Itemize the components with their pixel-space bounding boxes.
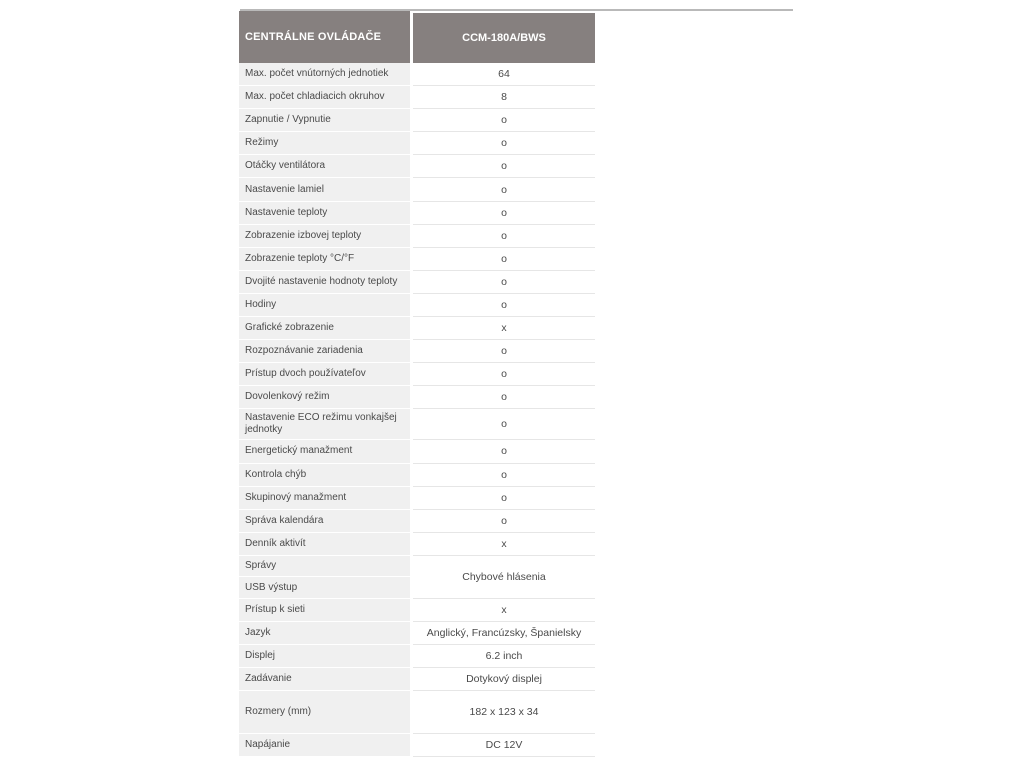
row-value: o bbox=[413, 202, 595, 225]
row-value: x bbox=[413, 599, 595, 622]
row-label: Prístup k sieti bbox=[239, 599, 410, 622]
row-value: o bbox=[413, 510, 595, 533]
row-value: o bbox=[413, 178, 595, 201]
row-label: Nastavenie teploty bbox=[239, 202, 410, 225]
row-label: Zobrazenie teploty °C/°F bbox=[239, 248, 410, 271]
table-row bbox=[239, 317, 595, 340]
table-row bbox=[239, 487, 595, 510]
row-value: o bbox=[413, 487, 595, 510]
table-row bbox=[239, 645, 595, 668]
row-label: Nastavenie ECO režimu vonkajšej jednotky bbox=[239, 409, 410, 440]
header-category: CENTRÁLNE OVLÁDAČE bbox=[239, 11, 410, 63]
table-row bbox=[239, 363, 595, 386]
table-row bbox=[239, 178, 595, 201]
table-row bbox=[239, 599, 595, 622]
row-label: Zobrazenie izbovej teploty bbox=[239, 225, 410, 248]
table-row bbox=[239, 440, 595, 463]
header-model: CCM-180A/BWS bbox=[413, 11, 595, 63]
row-label: Nastavenie lamiel bbox=[239, 178, 410, 201]
row-label: Rozmery (mm) bbox=[239, 691, 410, 734]
row-value: o bbox=[413, 386, 595, 409]
row-label: Jazyk bbox=[239, 622, 410, 645]
row-value: DC 12V bbox=[413, 734, 595, 757]
row-value: o bbox=[413, 248, 595, 271]
row-label: Zadávanie bbox=[239, 668, 410, 691]
row-label: Displej bbox=[239, 645, 410, 668]
table-row bbox=[239, 464, 595, 487]
row-label: Skupinový manažment bbox=[239, 487, 410, 510]
row-label: Max. počet vnútorných jednotiek bbox=[239, 63, 410, 86]
row-value: 6.2 inch bbox=[413, 645, 595, 668]
row-value: o bbox=[413, 340, 595, 363]
merged-labels bbox=[239, 556, 410, 599]
table-row bbox=[239, 622, 595, 645]
row-value: o bbox=[413, 271, 595, 294]
row-value: o bbox=[413, 440, 595, 463]
row-label: Správy bbox=[239, 556, 410, 578]
table-header bbox=[239, 11, 595, 63]
row-value: o bbox=[413, 464, 595, 487]
table-row bbox=[239, 533, 595, 556]
row-value: x bbox=[413, 533, 595, 556]
row-value: 64 bbox=[413, 63, 595, 86]
row-label: Grafické zobrazenie bbox=[239, 317, 410, 340]
table-row bbox=[239, 409, 595, 440]
row-label: Energetický manažment bbox=[239, 440, 410, 463]
row-label: Rozpoznávanie zariadenia bbox=[239, 340, 410, 363]
row-value: Dotykový displej bbox=[413, 668, 595, 691]
table-row bbox=[239, 386, 595, 409]
table-row bbox=[239, 340, 595, 363]
row-label: Režimy bbox=[239, 132, 410, 155]
row-label: Napájanie bbox=[239, 734, 410, 757]
table-row bbox=[239, 202, 595, 225]
table-row bbox=[239, 734, 595, 757]
table-row bbox=[239, 63, 595, 86]
row-label: Dvojité nastavenie hodnoty teploty bbox=[239, 271, 410, 294]
row-label: USB výstup bbox=[239, 577, 410, 599]
table-row bbox=[239, 668, 595, 691]
table-row bbox=[239, 109, 595, 132]
table-row bbox=[239, 86, 595, 109]
row-label: Dovolenkový režim bbox=[239, 386, 410, 409]
spec-table bbox=[239, 11, 595, 757]
table-row bbox=[239, 225, 595, 248]
row-value: o bbox=[413, 225, 595, 248]
table-row bbox=[239, 132, 595, 155]
table-body-continued bbox=[239, 599, 595, 757]
table-row bbox=[239, 248, 595, 271]
row-value: o bbox=[413, 409, 595, 440]
row-value: o bbox=[413, 363, 595, 386]
table-row bbox=[239, 294, 595, 317]
table-row bbox=[239, 155, 595, 178]
table-row bbox=[239, 271, 595, 294]
row-label: Hodiny bbox=[239, 294, 410, 317]
row-label: Denník aktivít bbox=[239, 533, 410, 556]
row-label: Zapnutie / Vypnutie bbox=[239, 109, 410, 132]
row-label: Kontrola chýb bbox=[239, 464, 410, 487]
row-value: 8 bbox=[413, 86, 595, 109]
row-value: o bbox=[413, 132, 595, 155]
row-value: 182 x 123 x 34 bbox=[413, 691, 595, 734]
row-value: Anglický, Francúzsky, Španielsky bbox=[413, 622, 595, 645]
row-label: Správa kalendára bbox=[239, 510, 410, 533]
row-value: x bbox=[413, 317, 595, 340]
row-value: Chybové hlásenia bbox=[413, 556, 595, 599]
table-body bbox=[239, 63, 595, 556]
row-label: Otáčky ventilátora bbox=[239, 155, 410, 178]
row-label: Max. počet chladiacich okruhov bbox=[239, 86, 410, 109]
table-row-merged bbox=[239, 556, 595, 599]
row-label: Prístup dvoch používateľov bbox=[239, 363, 410, 386]
table-row bbox=[239, 510, 595, 533]
table-row bbox=[239, 691, 595, 734]
row-value: o bbox=[413, 155, 595, 178]
row-value: o bbox=[413, 294, 595, 317]
row-value: o bbox=[413, 109, 595, 132]
